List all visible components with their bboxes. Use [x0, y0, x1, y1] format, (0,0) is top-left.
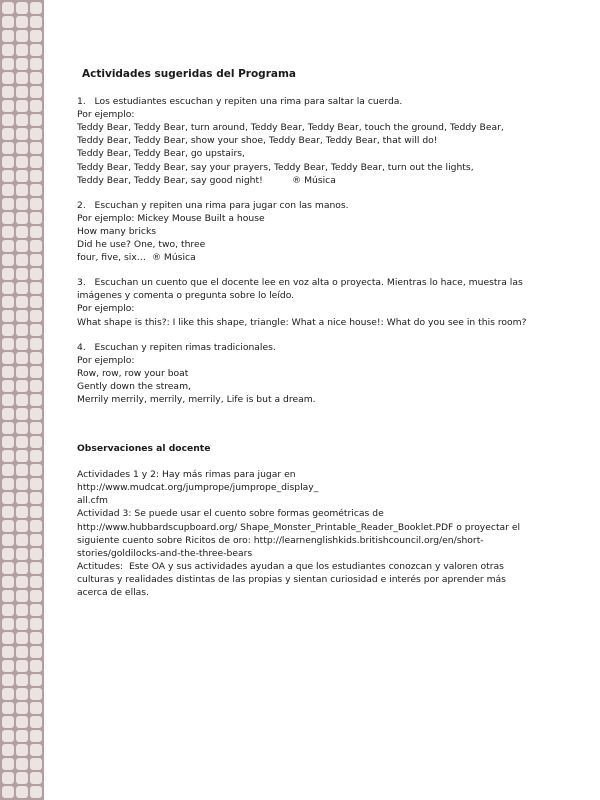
activity-line: Teddy Bear, Teddy Bear, go upstairs,: [77, 148, 245, 160]
strip-tile: [16, 646, 28, 658]
strip-tile: [16, 366, 28, 378]
observation-line: Actitudes: Este OA y sus actividades ayudan a que los estudiantes conozcan y valoren otras: [77, 560, 504, 572]
strip-tile: [2, 184, 14, 196]
strip-tile: [30, 618, 42, 630]
strip-tile: [16, 16, 28, 28]
strip-tile: [16, 338, 28, 350]
strip-tile: [16, 296, 28, 308]
strip-tile: [16, 604, 28, 616]
activity-2: [77, 199, 547, 264]
strip-tile: [30, 366, 42, 378]
observation-link[interactable]: http://www.hubbardscupboard.org/ Shape_Monster_Printable_Reader_Booklet.PDF o proyectar el: [77, 521, 521, 533]
strip-tile: [16, 128, 28, 140]
activity-line: four, five, six… ® Música: [77, 252, 196, 264]
strip-tile: [16, 422, 28, 434]
strip-tile: [16, 86, 28, 98]
strip-tile: [2, 296, 14, 308]
strip-tile: [2, 632, 14, 644]
strip-tile: [30, 562, 42, 574]
strip-tile: [16, 282, 28, 294]
strip-tile: [30, 688, 42, 700]
strip-tile: [16, 772, 28, 784]
strip-tile: [2, 716, 14, 728]
strip-tile: [30, 184, 42, 196]
strip-tile: [2, 618, 14, 630]
strip-tile: [30, 100, 42, 112]
strip-tile: [30, 114, 42, 126]
strip-tile: [30, 632, 42, 644]
strip-tile: [30, 758, 42, 770]
strip-tile: [16, 744, 28, 756]
strip-tile: [2, 338, 14, 350]
strip-tile: [30, 380, 42, 392]
strip-tile: [16, 590, 28, 602]
strip-tile: [2, 576, 14, 588]
activity-line: 2. Escuchan y repiten una rima para jugar con las manos.: [77, 199, 349, 211]
strip-tile: [2, 380, 14, 392]
strip-tile: [30, 16, 42, 28]
strip-tile: [30, 548, 42, 560]
strip-tile: [2, 310, 14, 322]
strip-tile: [2, 730, 14, 742]
strip-tile: [16, 716, 28, 728]
activity-line: Por ejemplo: Mickey Mouse Built a house: [77, 212, 265, 224]
strip-tile: [2, 142, 14, 154]
strip-tile: [16, 702, 28, 714]
strip-tile: [2, 548, 14, 560]
strip-tile: [16, 324, 28, 336]
strip-tile: [16, 786, 28, 798]
strip-tile: [2, 660, 14, 672]
strip-tile: [2, 506, 14, 518]
strip-tile: [2, 394, 14, 406]
strip-tile: [2, 786, 14, 798]
strip-tile: [2, 86, 14, 98]
observation-line: all.cfm: [77, 495, 108, 507]
strip-tile: [16, 114, 28, 126]
strip-tile: [2, 128, 14, 140]
strip-tile: [2, 674, 14, 686]
strip-tile: [16, 450, 28, 462]
strip-tile: [30, 394, 42, 406]
strip-tile: [30, 772, 42, 784]
observation-line: acerca de ellas.: [77, 587, 150, 598]
strip-tile: [30, 464, 42, 476]
strip-tile: [30, 128, 42, 140]
strip-tile: [16, 254, 28, 266]
observations-section: [77, 468, 547, 599]
strip-tile: [16, 268, 28, 280]
observation-line: Actividad 3: Se puede usar el cuento sobre formas geométricas de: [77, 508, 384, 520]
strip-tile: [2, 422, 14, 434]
strip-tile: [16, 30, 28, 42]
strip-tile: [30, 296, 42, 308]
activity-line: Por ejemplo:: [77, 109, 135, 121]
strip-tile: [2, 282, 14, 294]
strip-tile: [2, 72, 14, 84]
activity-line: imágenes y comenta o pregunta sobre lo leído.: [77, 290, 295, 302]
strip-tile: [2, 758, 14, 770]
strip-tile: [30, 156, 42, 168]
strip-tile: [30, 478, 42, 490]
strip-tile: [30, 352, 42, 364]
activity-line: Teddy Bear, Teddy Bear, say good night! ® Música: [77, 174, 336, 186]
strip-tile: [16, 660, 28, 672]
strip-tile: [2, 604, 14, 616]
activity-3: [77, 276, 547, 328]
strip-tile: [16, 310, 28, 322]
activity-line: Did he use? One, two, three: [77, 239, 206, 251]
strip-tile: [16, 758, 28, 770]
strip-tile: [2, 240, 14, 252]
strip-tile: [30, 660, 42, 672]
strip-tile: [30, 310, 42, 322]
strip-tile: [16, 212, 28, 224]
strip-tile: [16, 562, 28, 574]
strip-tile: [2, 170, 14, 182]
strip-tile: [30, 534, 42, 546]
activity-line: 3. Escuchan un cuento que el docente lee en voz alta o proyecta. Mientras lo hace, muestra las: [77, 277, 523, 289]
strip-tile: [16, 184, 28, 196]
strip-tile: [30, 170, 42, 182]
activity-line: Por ejemplo:: [77, 354, 135, 366]
observations-heading: Observaciones al docente: [77, 443, 211, 455]
strip-tile: [30, 646, 42, 658]
strip-tile: [16, 674, 28, 686]
strip-tile: [16, 618, 28, 630]
strip-tile: [2, 744, 14, 756]
strip-tile: [16, 380, 28, 392]
strip-tile: [16, 394, 28, 406]
strip-tile: [16, 170, 28, 182]
strip-tile: [16, 198, 28, 210]
strip-tile: [16, 730, 28, 742]
strip-tile: [2, 114, 14, 126]
strip-tile: [16, 576, 28, 588]
strip-tile: [2, 408, 14, 420]
strip-tile: [2, 156, 14, 168]
activity-line: Merrily merrily, merrily, merrily, Life is but a dream.: [77, 393, 316, 405]
strip-tile: [16, 58, 28, 70]
activity-line: Por ejemplo:: [77, 303, 135, 315]
activity-line: Teddy Bear, Teddy Bear, turn around, Teddy Bear, Teddy Bear, touch the ground, Teddy Bear,: [77, 122, 504, 134]
strip-tile: [30, 324, 42, 336]
strip-tile: [16, 100, 28, 112]
strip-tile: [2, 352, 14, 364]
strip-tile: [16, 240, 28, 252]
strip-tile: [30, 268, 42, 280]
activity-line: 1. Los estudiantes escuchan y repiten una rima para saltar la cuerda.: [77, 96, 403, 108]
strip-tile: [2, 520, 14, 532]
strip-tile: [2, 464, 14, 476]
strip-tile: [30, 702, 42, 714]
strip-tile: [30, 422, 42, 434]
strip-tile: [2, 366, 14, 378]
strip-tile: [30, 590, 42, 602]
strip-tile: [2, 436, 14, 448]
strip-tile: [2, 30, 14, 42]
strip-tile: [2, 646, 14, 658]
strip-tile: [2, 58, 14, 70]
strip-tile: [30, 744, 42, 756]
strip-tile: [30, 86, 42, 98]
strip-tile: [16, 492, 28, 504]
strip-tile: [30, 576, 42, 588]
strip-tile: [2, 688, 14, 700]
strip-tile: [30, 786, 42, 798]
strip-tile: [2, 254, 14, 266]
strip-tile: [2, 100, 14, 112]
strip-tile: [30, 58, 42, 70]
observation-line: culturas y realidades distintas de las propias y sientan curiosidad e interés por aprender más: [77, 573, 506, 585]
strip-tile: [2, 324, 14, 336]
strip-tile: [16, 520, 28, 532]
strip-tile: [2, 450, 14, 462]
strip-tile: [2, 2, 14, 14]
strip-tile: [16, 506, 28, 518]
observation-link[interactable]: http://www.mudcat.org/jumprope/jumprope_display_: [77, 482, 319, 494]
activity-line: 4. Escuchan y repiten rimas tradicionales.: [77, 341, 276, 353]
strip-tile: [30, 198, 42, 210]
strip-tile: [2, 44, 14, 56]
strip-tile: [30, 716, 42, 728]
strip-tile: [2, 562, 14, 574]
strip-tile: [2, 16, 14, 28]
strip-tile: [16, 548, 28, 560]
activity-1: [77, 95, 547, 187]
strip-tile: [30, 674, 42, 686]
strip-tile: [30, 240, 42, 252]
strip-tile: [30, 30, 42, 42]
strip-tile: [30, 408, 42, 420]
strip-tile: [2, 268, 14, 280]
strip-tile: [16, 44, 28, 56]
strip-tile: [2, 198, 14, 210]
strip-tile: [16, 436, 28, 448]
strip-tile: [2, 702, 14, 714]
strip-tile: [30, 492, 42, 504]
activity-line: What shape is this?: I like this shape, triangle: What a nice house!: What do you see in this room?: [77, 316, 527, 328]
strip-pattern: [2, 2, 42, 798]
decorative-side-strip: [0, 0, 44, 800]
strip-tile: [16, 72, 28, 84]
strip-tile: [16, 534, 28, 546]
observation-line: siguiente cuento sobre Ricitos de oro: http://learnenglishkids.britishcouncil.org/en/short-: [77, 534, 484, 546]
strip-tile: [16, 688, 28, 700]
strip-tile: [2, 226, 14, 238]
observation-line: stories/goldilocks-and-the-three-bears: [77, 547, 253, 559]
strip-tile: [2, 478, 14, 490]
strip-tile: [2, 772, 14, 784]
strip-tile: [16, 142, 28, 154]
strip-tile: [30, 226, 42, 238]
activity-line: Teddy Bear, Teddy Bear, say your prayers, Teddy Bear, Teddy Bear, turn out the lights,: [77, 161, 474, 173]
strip-tile: [16, 478, 28, 490]
strip-tile: [30, 520, 42, 532]
strip-tile: [30, 338, 42, 350]
strip-tile: [16, 464, 28, 476]
strip-tile: [30, 212, 42, 224]
strip-tile: [30, 450, 42, 462]
strip-tile: [16, 156, 28, 168]
strip-tile: [16, 352, 28, 364]
strip-tile: [30, 730, 42, 742]
page-title: Actividades sugeridas del Programa: [82, 68, 296, 80]
activity-line: Gently down the stream,: [77, 380, 191, 392]
strip-tile: [16, 408, 28, 420]
strip-tile: [16, 632, 28, 644]
strip-tile: [2, 534, 14, 546]
activity-line: Row, row, row your boat: [77, 367, 189, 379]
strip-tile: [30, 2, 42, 14]
strip-tile: [30, 72, 42, 84]
strip-tile: [2, 212, 14, 224]
strip-tile: [2, 590, 14, 602]
strip-tile: [2, 492, 14, 504]
activity-4: [77, 341, 547, 406]
strip-tile: [30, 604, 42, 616]
strip-tile: [30, 436, 42, 448]
strip-tile: [30, 506, 42, 518]
strip-tile: [30, 44, 42, 56]
strip-tile: [30, 254, 42, 266]
document-body: [77, 68, 547, 599]
activity-line: How many bricks: [77, 225, 157, 237]
activity-line: Teddy Bear, Teddy Bear, show your shoe, Teddy Bear, Teddy Bear, that will do!: [77, 135, 438, 147]
strip-tile: [16, 226, 28, 238]
strip-tile: [16, 2, 28, 14]
strip-tile: [30, 282, 42, 294]
strip-tile: [30, 142, 42, 154]
observation-line: Actividades 1 y 2: Hay más rimas para jugar en: [77, 469, 296, 481]
